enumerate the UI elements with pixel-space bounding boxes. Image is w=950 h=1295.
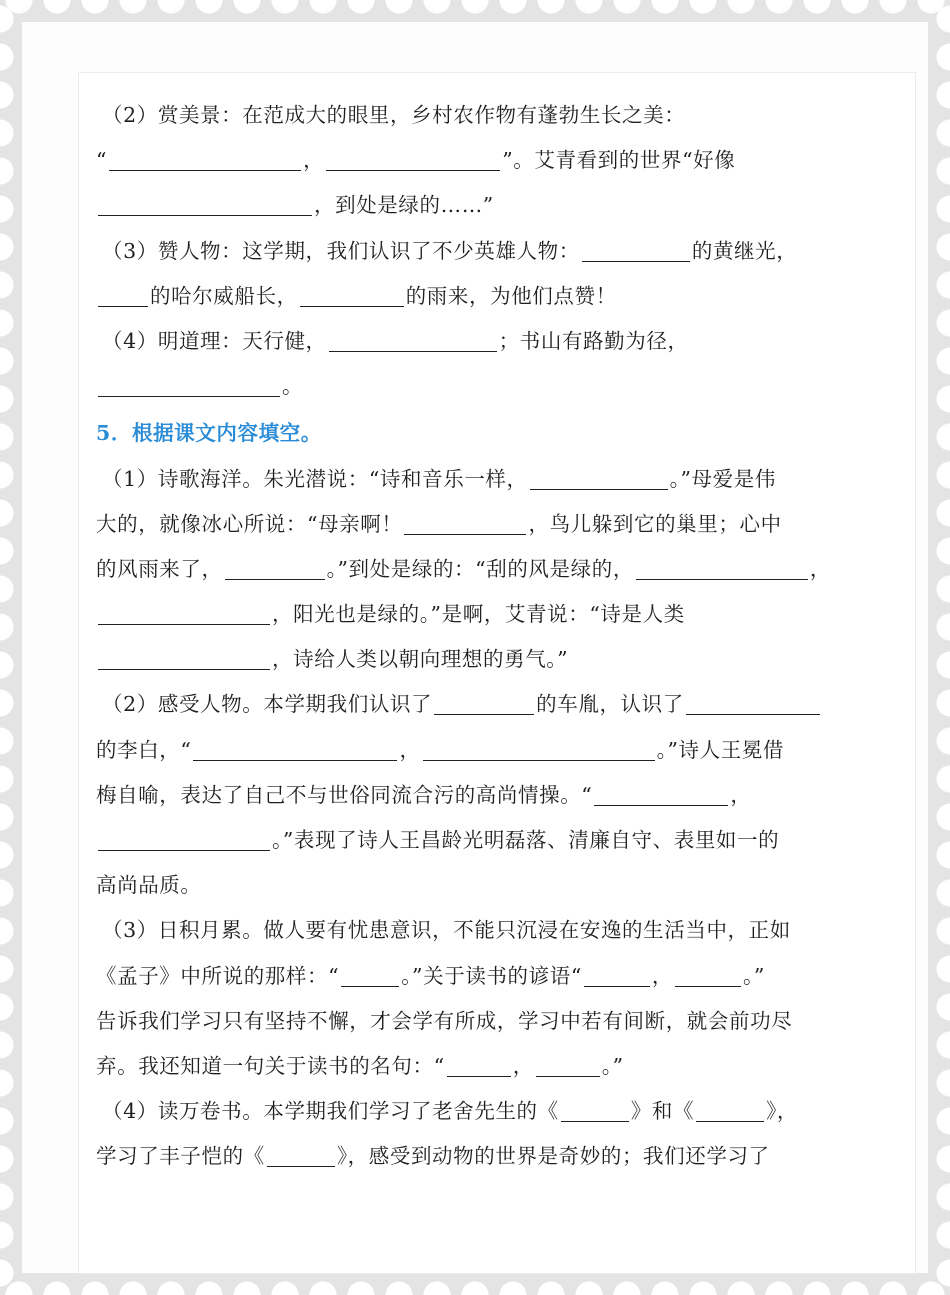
blank[interactable] <box>536 1056 600 1077</box>
blank[interactable] <box>98 604 270 625</box>
blank[interactable] <box>225 559 325 580</box>
worksheet-content <box>96 93 856 1180</box>
q5-3-line3: 告诉我们学习只有坚持不懈，才会学有所成，学习中若有间断，就会前功尽 <box>96 1008 793 1033</box>
q4-2-line1: （2）赏美景：在范成大的眼里，乡村农作物有蓬勃生长之美： <box>102 103 686 127</box>
q5-3-line2: 《孟子》中所说的那样：“ 。”关于读书的谚语“ ， 。” <box>96 963 765 988</box>
blank[interactable] <box>434 694 534 715</box>
q5-2-line4: 。”表现了诗人王昌龄光明磊落、清廉自守、表里如一的 <box>96 818 856 863</box>
q4-2-line3: ，到处是绿的……” <box>96 183 856 228</box>
q5-4-line2: 学习了丰子恺的《 》，感受到动物的世界是奇妙的；我们还学习了 <box>96 1144 770 1169</box>
blank[interactable] <box>447 1056 511 1077</box>
q4-3-line1: （3）赞人物：这学期，我们认识了不少英雄人物： 的黄继光， <box>102 238 798 263</box>
blank[interactable] <box>267 1146 335 1167</box>
q5-1-line4: ，阳光也是绿的。”是啊，艾青说：“诗是人类 <box>96 592 856 637</box>
q5-2-line5: 高尚品质。 <box>96 873 202 898</box>
blank[interactable] <box>594 785 728 806</box>
blank[interactable] <box>98 830 270 851</box>
q4-2-line2: “ ， ”。艾青看到的世界“好像 <box>96 148 736 173</box>
blank[interactable] <box>98 376 280 397</box>
blank[interactable] <box>109 150 301 171</box>
q5-2-line1: （2）感受人物。本学期我们认识了 的车胤，认识了 <box>96 682 856 727</box>
q5-2-line2: 的李白，“ ， 。”诗人王冕借 <box>96 737 785 762</box>
q4-4-line1: （4）明道理：天行健， ；书山有路勤为径， <box>102 328 689 353</box>
blank[interactable] <box>341 966 399 987</box>
blank[interactable] <box>636 559 808 580</box>
blank[interactable] <box>98 286 148 307</box>
q5-1-line2: 大的，就像冰心所说：“母亲啊！ ，鸟儿躲到它的巢里；心中 <box>96 511 782 536</box>
blank[interactable] <box>584 966 650 987</box>
blank[interactable] <box>193 740 397 761</box>
blank[interactable] <box>98 195 312 216</box>
blank[interactable] <box>98 649 270 670</box>
q4-4-line2: 。 <box>96 364 856 409</box>
blank[interactable] <box>300 286 404 307</box>
blank[interactable] <box>530 469 668 490</box>
section-5-heading: 5．根据课文内容填空。 <box>96 421 322 446</box>
q5-3-line1: （3）日积月累。做人要有忧患意识，不能只沉浸在安逸的生活当中，正如 <box>102 918 791 943</box>
q5-4-line1: （4）读万卷书。本学期我们学习了老舍先生的《 》和《 》， <box>102 1099 799 1124</box>
blank[interactable] <box>329 331 497 352</box>
blank[interactable] <box>404 514 526 535</box>
blank[interactable] <box>326 150 500 171</box>
q4-3-line2: 的哈尔威船长， 的雨来，为他们点赞！ <box>96 274 856 319</box>
blank[interactable] <box>582 241 690 262</box>
blank[interactable] <box>561 1101 629 1122</box>
q5-1-line1: （1）诗歌海洋。朱光潜说：“诗和音乐一样， 。”母爱是伟 <box>102 466 776 491</box>
blank[interactable] <box>423 740 655 761</box>
q5-2-line3: 梅自喻，表达了自己不与世俗同流合污的高尚情操。“ ， <box>96 782 752 807</box>
blank[interactable] <box>696 1101 764 1122</box>
blank[interactable] <box>675 966 741 987</box>
blank[interactable] <box>686 694 820 715</box>
q5-1-line5: ，诗给人类以朝向理想的勇气。” <box>96 637 856 682</box>
q5-1-line3: 的风雨来了， 。”到处是绿的：“刮的风是绿的， ， <box>96 556 832 581</box>
q5-3-line4: 弃。我还知道一句关于读书的名句：“ ， 。” <box>96 1053 624 1078</box>
